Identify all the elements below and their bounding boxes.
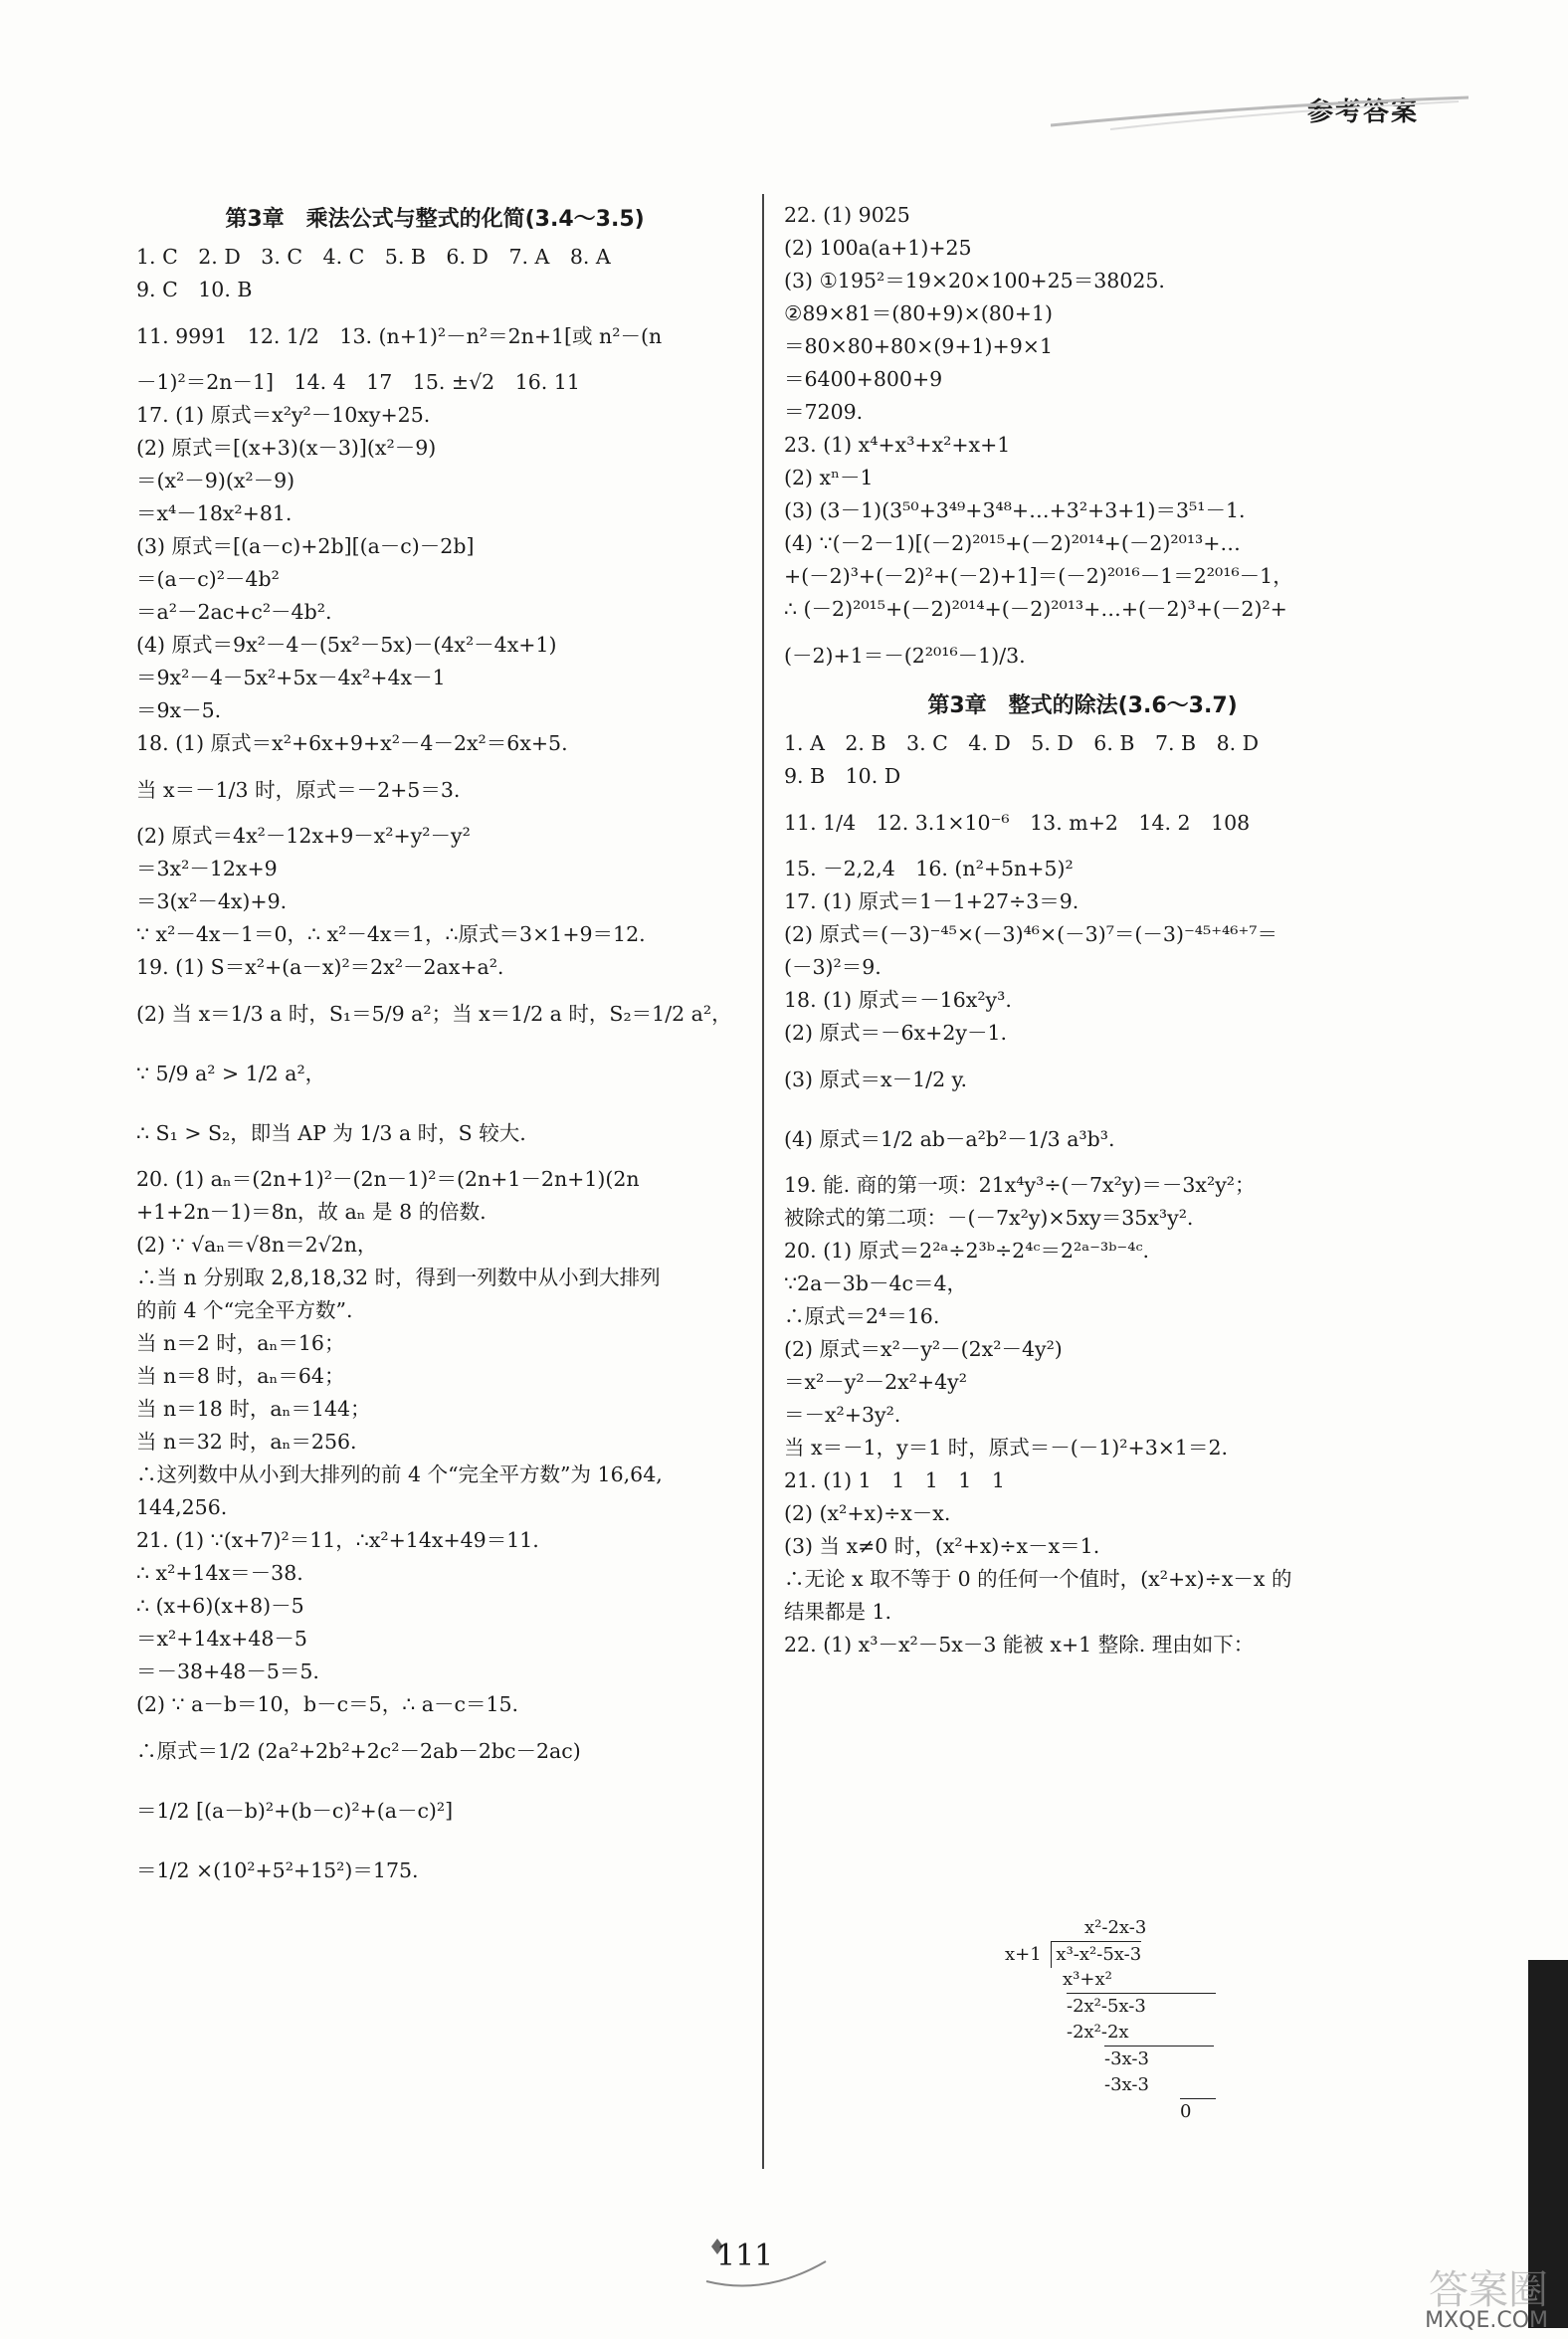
answer-line: 被除式的第二项：－(－7x²y)×5xy＝35x³y². [784, 1206, 1194, 1230]
answer-line: ＝－x²+3y². [784, 1403, 901, 1427]
answer-line: 结果都是 1. [784, 1600, 892, 1624]
answer-line: ∴无论 x 取不等于 0 的任何一个值时，(x²+x)÷x－x 的 [784, 1567, 1292, 1591]
answer-line: ②89×81＝(80+9)×(80+1) [784, 301, 1054, 325]
answer-line: (2) ∵ √aₙ＝√8n＝2√2n， [136, 1233, 378, 1257]
answer-line: ＝9x－5. [136, 698, 222, 722]
right-column [784, 199, 1381, 1661]
answer-line: 当 n＝2 时，aₙ＝16； [136, 1331, 345, 1355]
division-bracket [1051, 1941, 1141, 1968]
header-title: 参考答案 [1306, 97, 1419, 127]
column-divider [762, 194, 764, 2169]
answer-line: (2) 当 x＝1/3 a 时，S₁＝5/9 a²；当 x＝1/2 a 时，S₂＝1/2 a²， [136, 1002, 732, 1026]
answer-line: (2) 原式＝(－3)⁻⁴⁵×(－3)⁴⁶×(－3)⁷＝(－3)⁻⁴⁵⁺⁴⁶⁺⁷＝ [784, 922, 1278, 946]
division-remainder: 0 [1180, 2098, 1216, 2125]
answer-line: (4) 原式＝9x²－4－(5x²－5x)－(4x²－4x+1) [136, 633, 557, 657]
answer-line: (3) 原式＝[(a－c)+2b][(a－c)－2b] [136, 534, 475, 558]
answer-line: ＝9x²－4－5x²+5x－4x²+4x－1 [136, 666, 446, 689]
long-division [1005, 1915, 1244, 2125]
answer-line: 9. C 10. B [136, 278, 253, 301]
answer-line: ＝6400+800+9 [784, 367, 943, 391]
section-heading: 第3章 乘法公式与整式的化简(3.4～3.5) [225, 207, 645, 232]
answer-line: 21. (1) 1 1 1 1 1 [784, 1468, 1005, 1492]
answer-line: 当 n＝32 时，aₙ＝256. [136, 1430, 357, 1454]
answer-line: ∴ S₁ > S₂，即当 AP 为 1/3 a 时，S 较大. [136, 1121, 526, 1145]
answer-line: +1+2n－1)＝8n，故 aₙ 是 8 的倍数. [136, 1200, 487, 1224]
answer-line: 当 x＝－1，y＝1 时，原式＝－(－1)²+3×1＝2. [784, 1436, 1229, 1460]
answer-line: ＝(x²－9)(x²－9) [136, 469, 295, 492]
answer-line: ＝(a－c)²－4b² [136, 567, 280, 591]
division-step2: -2x²-2x [1067, 2022, 1129, 2043]
division-dividend: x³-x²-5x-3 [1056, 1944, 1142, 1965]
answer-line: (2) (x²+x)÷x－x. [784, 1501, 951, 1525]
answer-line: ＝x²+14x+48－5 [136, 1627, 307, 1651]
page-number: 111 [716, 2239, 774, 2273]
answer-line: 17. (1) 原式＝x²y²－10xy+25. [136, 403, 431, 427]
answer-line: ＝3(x²－4x)+9. [136, 889, 288, 913]
watermark-logo: 答案圈 [1429, 2267, 1548, 2313]
answer-line: ∴这列数中从小到大排列的前 4 个“完全平方数”为 16,64, [136, 1462, 663, 1486]
answer-line: ＝1/2 [(a－b)²+(b－c)²+(a－c)²] [136, 1799, 454, 1823]
answer-line: (3) (3－1)(3⁵⁰+3⁴⁹+3⁴⁸+…+3²+3+1)＝3⁵¹－1. [784, 498, 1246, 522]
answer-line: 当 n＝8 时，aₙ＝64； [136, 1364, 345, 1388]
answer-line: (3) ①195²＝19×20×100+25＝38025. [784, 269, 1165, 292]
answer-line: ∴当 n 分别取 2,8,18,32 时，得到一列数中从小到大排列 [136, 1266, 661, 1289]
answer-line: (3) 当 x≠0 时，(x²+x)÷x－x＝1. [784, 1534, 1100, 1558]
answer-line: ∴ x²+14x＝－38. [136, 1561, 303, 1585]
answer-line: 19. 能. 商的第一项：21x⁴y³÷(－7x²y)＝－3x²y²； [784, 1173, 1256, 1197]
answer-line: (2) 100a(a+1)+25 [784, 236, 972, 260]
answer-line: ＝x²－y²－2x²+4y² [784, 1370, 967, 1394]
header-swoosh-decoration [1051, 96, 1469, 135]
answer-line: 的前 4 个“完全平方数”. [136, 1298, 353, 1322]
answer-line: 18. (1) 原式＝x²+6x+9+x²－4－2x²＝6x+5. [136, 731, 568, 755]
answer-line: 18. (1) 原式＝－16x²y³. [784, 988, 1012, 1012]
answer-line: 19. (1) S＝x²+(a－x)²＝2x²－2ax+a². [136, 955, 504, 979]
answer-line: (2) 原式＝x²－y²－(2x²－4y²) [784, 1337, 1063, 1361]
answer-line: ∵2a－3b－4c＝4， [784, 1271, 968, 1295]
answer-line: ＝3x²－12x+9 [136, 857, 278, 880]
answer-line: 1. C 2. D 3. C 4. C 5. B 6. D 7. A 8. A [136, 245, 611, 269]
answer-line: ∵ 5/9 a² > 1/2 a²， [136, 1062, 326, 1085]
division-step3: -3x-3 [1104, 2074, 1149, 2095]
answer-line: 17. (1) 原式＝1－1+27÷3＝9. [784, 889, 1079, 913]
answer-line: (2) 原式＝－6x+2y－1. [784, 1021, 1008, 1045]
division-rem2: -3x-3 [1104, 2046, 1214, 2072]
answer-line: －1)²＝2n－1] 14. 4 17 15. ±√2 16. 11 [136, 370, 580, 394]
answer-line: 144,256. [136, 1495, 228, 1519]
answer-line: ∴原式＝1/2 (2a²+2b²+2c²－2ab－2bc－2ac) [136, 1739, 581, 1763]
answer-line: ∴ (－2)²⁰¹⁵+(－2)²⁰¹⁴+(－2)²⁰¹³+…+(－2)³+(－2)²+ [784, 597, 1287, 621]
answer-line: 15. －2,2,4 16. (n²+5n+5)² [784, 857, 1074, 880]
division-step1: x³+x² [1063, 1969, 1112, 1990]
section-heading: 第3章 整式的除法(3.6～3.7) [927, 693, 1238, 718]
watermark-url: MXQE.COM [1425, 2308, 1548, 2333]
answer-line: (4) 原式＝1/2 ab－a²b²－1/3 a³b³. [784, 1127, 1115, 1151]
answer-line: 22. (1) 9025 [784, 203, 910, 227]
answer-line: ＝80×80+80×(9+1)+9×1 [784, 334, 1053, 358]
answer-line: (2) ∵ a－b＝10，b－c＝5，∴ a－c＝15. [136, 1692, 519, 1716]
answer-line: 21. (1) ∵(x+7)²＝11，∴x²+14x+49＝11. [136, 1528, 539, 1552]
answer-line: (4) ∵(－2－1)[(－2)²⁰¹⁵+(－2)²⁰¹⁴+(－2)²⁰¹³+… [784, 531, 1241, 555]
answer-line: (－3)²＝9. [784, 955, 882, 979]
left-column [136, 199, 733, 1900]
answer-line: 22. (1) x³－x²－5x－3 能被 x+1 整除. 理由如下： [784, 1633, 1255, 1657]
answer-line: (2) 原式＝4x²－12x+9－x²+y²－y² [136, 824, 471, 848]
answer-line: (2) 原式＝[(x+3)(x－3)](x²－9) [136, 436, 437, 460]
answer-line: 23. (1) x⁴+x³+x²+x+1 [784, 433, 1011, 457]
answer-line: ＝7209. [784, 400, 864, 424]
answer-line: ＝1/2 ×(10²+5²+15²)＝175. [136, 1858, 419, 1882]
answer-line: ∴原式＝2⁴＝16. [784, 1304, 940, 1328]
division-divisor: x+1 [1005, 1944, 1042, 1965]
division-quotient: x²-2x-3 [1084, 1917, 1147, 1938]
answer-line: ∵ x²－4x－1＝0，∴ x²－4x＝1，∴原式＝3×1+9＝12. [136, 922, 646, 946]
answer-line: 当 x＝－1/3 时，原式＝－2+5＝3. [136, 778, 461, 802]
answer-line: ＝－38+48－5＝5. [136, 1659, 319, 1683]
answer-line: (3) 原式＝x－1/2 y. [784, 1068, 967, 1091]
answer-line: 11. 9991 12. 1/2 13. (n+1)²－n²＝2n+1[或 n²－(n [136, 324, 663, 348]
answer-line: (－2)+1＝－(2²⁰¹⁶－1)/3. [784, 644, 1026, 668]
answer-line: 20. (1) 原式＝2²ᵃ÷2³ᵇ÷2⁴ᶜ＝2²ᵃ⁻³ᵇ⁻⁴ᶜ. [784, 1239, 1150, 1263]
division-rem1: -2x²-5x-3 [1067, 1993, 1216, 2020]
answer-line: 9. B 10. D [784, 764, 901, 788]
answer-line: ＝a²－2ac+c²－4b². [136, 600, 332, 624]
answer-line: (2) xⁿ－1 [784, 466, 874, 489]
answer-line: ＝x⁴－18x²+81. [136, 501, 293, 525]
answer-line: ∴ (x+6)(x+8)－5 [136, 1594, 304, 1618]
answer-line: +(－2)³+(－2)²+(－2)+1]＝(－2)²⁰¹⁶－1＝2²⁰¹⁶－1， [784, 564, 1293, 588]
answer-line: 当 n＝18 时，aₙ＝144； [136, 1397, 371, 1421]
answer-line: 20. (1) aₙ＝(2n+1)²－(2n－1)²＝(2n+1－2n+1)(2n [136, 1167, 640, 1191]
answer-line: 11. 1/4 12. 3.1×10⁻⁶ 13. m+2 14. 2 108 [784, 811, 1251, 835]
answer-line: 1. A 2. B 3. C 4. D 5. D 6. B 7. B 8. D [784, 731, 1260, 755]
